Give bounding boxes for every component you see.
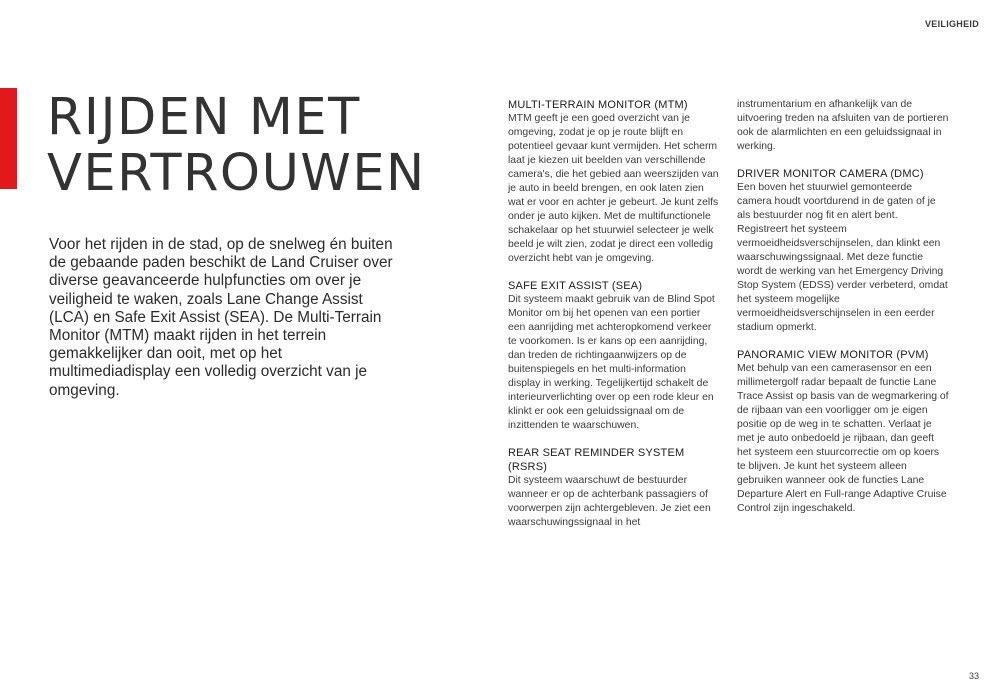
- section-mtm: [508, 98, 720, 266]
- page-title-line-2: VERTROUWEN: [47, 144, 426, 203]
- section-pvm-body: Met behulp van een camerasensor en een millimetergolf radar bepaalt de functie Lane Trace Assist op basis van de wegmarkering of de rijbaan van een voorligger om je eigen positie op de weg in te schatten. Verlaat je met je auto onbedoeld je rijbaan, dan geeft het systeem een stuurcorrectie om op koers te blijven. Je kunt het systeem alleen gebruiken wanneer ook de functies Lane Departure Alert en Full-range Adaptive Cruise Control zijn ingeschakeld.: [737, 363, 949, 514]
- section-pvm: [737, 348, 949, 516]
- section-dmc-body: Een boven het stuurwiel gemonteerde camera houdt voortdurend in de gaten of je als bestuurder nog fit en alert bent. Registreert het systeem vermoeidheidsverschijnselen, dan klinkt een waarschuwingssignaal. Met deze functie wordt de werking van het Emergency Driving Stop System (EDSS) verder verbeterd, omdat het systeem mogelijke vermoeidheidsverschijnselen in een eerder stadium opmerkt.: [737, 182, 948, 333]
- section-rsrs: [508, 446, 720, 530]
- section-label: VEILIGHEID: [924, 19, 979, 29]
- section-rsrs-continued: [737, 98, 949, 154]
- intro-paragraph: Voor het rijden in de stad, op de snelweg én buiten de gebaande paden beschikt de Land Cruiser over diverse geavanceerde hulpfuncties om over je veiligheid te waken, zoals Lane Change Assist (LCA) en Safe Exit Assist (SEA). De Multi-Terrain Monitor (MTM) maakt rijden in het terrein gemakkelijker dan ooit, met op het multimediadisplay een volledig overzicht van je omgeving.: [49, 236, 393, 399]
- page-number: 33: [968, 671, 979, 681]
- section-pvm-heading: PANORAMIC VIEW MONITOR (PVM): [737, 349, 929, 361]
- section-mtm-body: MTM geeft je een goed overzicht van je omgeving, zodat je op je route blijft en potentieel gevaar kunt vermijden. Het scherm laat je kiezen uit beelden van verschillende camera's, die het gebied aan weerszijden van je auto in beeld brengen, en ook laten zien wat er voor en achter je gebeurt. Je kunt zelfs onder je auto kijken. Met de multifunctionele schakelaar op het stuurwiel selecteer je welk beeld je wilt zien, zodat je direct een volledig overzicht hebt van je omgeving.: [508, 113, 719, 264]
- red-accent-bar: [0, 88, 17, 189]
- section-sea-body: Dit systeem maakt gebruik van de Blind Spot Monitor om bij het openen van een portier een aanrijding met achteropkomend verkeer te voorkomen. Is er kans op een aanrijding, dan treden de richtingaanwijzers op de buitenspiegels en het multi-information display in werking. Tegelijkertijd schakelt de interieurverlichting over op een rode kleur en klinkt er ook een geluidssignaal om de inzittenden te waarschuwen.: [508, 294, 715, 431]
- section-rsrs-heading: REAR SEAT REMINDER SYSTEM (RSRS): [508, 447, 685, 473]
- section-dmc: [737, 167, 949, 335]
- text-column-2: [737, 98, 949, 529]
- section-mtm-heading: MULTI-TERRAIN MONITOR (MTM): [508, 99, 688, 111]
- page-title: [47, 90, 467, 202]
- section-sea: [508, 279, 720, 433]
- section-dmc-heading: DRIVER MONITOR CAMERA (DMC): [737, 168, 924, 180]
- page-title-line-1: RIJDEN MET: [47, 88, 361, 147]
- text-column-1: [508, 98, 720, 543]
- section-rsrs-continued-body: instrumentarium en afhankelijk van de uitvoering treden na afsluiten van de portieren ook de alarmlichten en een geluidssignaal in werking.: [737, 99, 949, 152]
- section-rsrs-body: Dit systeem waarschuwt de bestuurder wanneer er op de achterbank passagiers of voorwerpen zijn achtergebleven. Je ziet een waarschuwingssignaal in het: [508, 475, 711, 528]
- section-sea-heading: SAFE EXIT ASSIST (SEA): [508, 280, 643, 292]
